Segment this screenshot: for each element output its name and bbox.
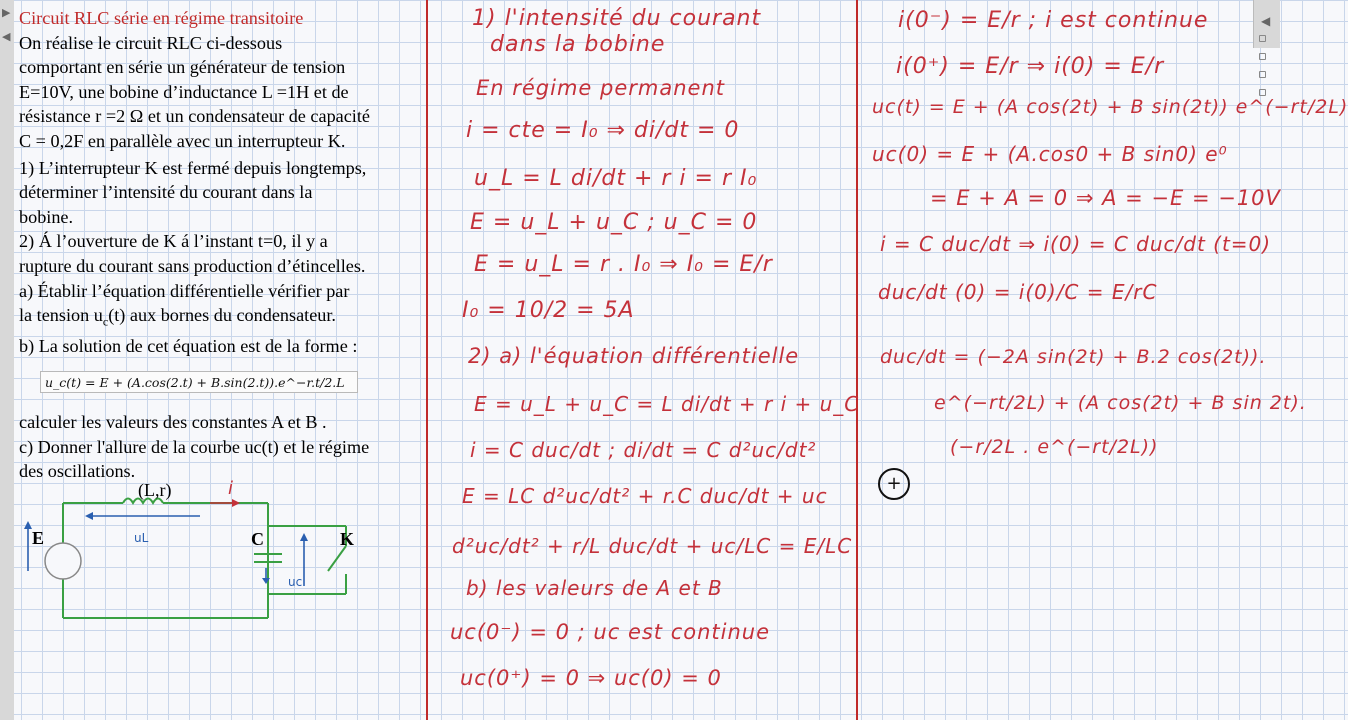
note-line: uc(0⁻) = 0 ; uc est continue — [450, 620, 771, 644]
note-line: E = u_L + u_C = L di/dt + r i + u_C — [474, 392, 860, 416]
question-2b: b) La solution de cet équation est de la forme : — [19, 336, 358, 357]
question-2a — [19, 303, 427, 334]
question-2: rupture du courant sans production d’étincelles. — [19, 255, 366, 276]
note-line: u_L = L di/dt + r i = r I₀ — [474, 166, 758, 191]
generator-symbol — [45, 543, 81, 579]
note-line: duc/dt (0) = i(0)/C = E/rC — [878, 280, 1158, 304]
problem-statement — [19, 6, 427, 359]
inductor-label: (L,r) — [138, 480, 172, 500]
question-1: bobine. — [19, 206, 74, 227]
note-line: E = u_L = r . I₀ ⇒ I₀ = E/r — [474, 252, 773, 277]
problem-continuation — [19, 410, 427, 484]
note-line: e^(−rt/2L) + (A cos(2t) + B sin 2t). — [934, 392, 1307, 414]
problem-title: Circuit RLC série en régime transitoire — [19, 8, 304, 28]
grid-tools-icon[interactable] — [1259, 30, 1273, 42]
collapse-arrow-icon[interactable]: ◀ — [1261, 14, 1271, 28]
question-text: (t) aux bornes du condensateur. — [108, 305, 336, 326]
question-2: 2) Á l’ouverture de K á l’instant t=0, il y a — [19, 231, 328, 252]
question-1: 1) L’interrupteur K est fermé depuis longtemps, — [19, 157, 367, 178]
question-text: la tension u — [19, 305, 103, 326]
note-line: = E + A = 0 ⇒ A = −E = −10V — [930, 186, 1281, 210]
note-line: d²uc/dt² + r/L duc/dt + uc/LC = E/LC — [452, 534, 853, 558]
problem-line: On réalise le circuit RLC ci-dessous — [19, 32, 283, 53]
page-margin-line — [856, 0, 858, 720]
question-2a: a) Établir l’équation différentielle vérifier par — [19, 280, 350, 301]
pen-cursor-icon: + — [878, 468, 910, 500]
note-line: i = C duc/dt ; di/dt = C d²uc/dt² — [470, 438, 817, 462]
note-line: i(0⁻) = E/r ; i est continue — [898, 8, 1209, 33]
problem-line: E=10V, une bobine d’inductance L =1H et de — [19, 81, 349, 102]
rlc-circuit-diagram — [18, 476, 368, 626]
note-line: 2) a) l'équation différentielle — [468, 344, 800, 368]
solution-equation: u_c(t) = E + (A.cos(2.t) + B.sin(2.t)).e^−r.t/2.L — [40, 371, 358, 393]
capacitor-label: C — [251, 529, 264, 549]
note-line: En régime permanent — [476, 76, 726, 100]
note-line: i = cte = I₀ ⇒ di/dt = 0 — [466, 118, 740, 143]
collapse-arrow-icon[interactable]: ◀ — [2, 30, 11, 43]
problem-line: C = 0,2F en parallèle avec un interrupteur K. — [19, 130, 346, 151]
right-toolbar — [1253, 0, 1280, 48]
note-line: 1) l'intensité du courant — [472, 6, 762, 31]
note-line: duc/dt = (−2A sin(2t) + B.2 cos(2t)). — [880, 346, 1267, 368]
note-line: i(0⁺) = E/r ⇒ i(0) = E/r — [896, 54, 1165, 79]
note-line: dans la bobine — [490, 32, 666, 57]
question-2c: des oscillations. — [19, 461, 136, 482]
question-2b: calculer les valeurs des constantes A et B . — [19, 412, 327, 432]
switch-label: K — [340, 529, 355, 549]
expand-arrow-icon[interactable]: ▶ — [2, 6, 11, 19]
question-1: déterminer l’intensité du courant dans la — [19, 182, 313, 203]
note-line: i = C duc/dt ⇒ i(0) = C duc/dt (t=0) — [880, 232, 1272, 256]
left-sidebar-strip — [0, 0, 14, 720]
voltage-uL-label: uL — [134, 531, 149, 545]
problem-line: résistance r =2 Ω et un condensateur de capacité — [19, 106, 370, 127]
current-label: i — [228, 478, 234, 499]
note-line: I₀ = 10/2 = 5A — [462, 298, 635, 323]
voltage-uc-label: uc — [288, 575, 303, 589]
question-2c: c) Donner l'allure de la courbe uc(t) et le régime — [19, 436, 370, 457]
subscript: c — [102, 314, 109, 329]
problem-line: comportant en série un générateur de tension — [19, 57, 346, 78]
note-line: b) les valeurs de A et B — [466, 576, 723, 600]
note-line: (−r/2L . e^(−rt/2L)) — [950, 436, 1159, 458]
note-line: E = u_L + u_C ; u_C = 0 — [470, 210, 758, 235]
note-line: uc(0⁺) = 0 ⇒ uc(0) = 0 — [460, 666, 722, 690]
note-line: uc(t) = E + (A cos(2t) + B sin(2t)) e^(−rt/2L) — [872, 96, 1348, 118]
note-line: E = LC d²uc/dt² + r.C duc/dt + uc — [462, 484, 828, 508]
note-line: uc(0) = E + (A.cos0 + B sin0) e⁰ — [872, 142, 1228, 166]
generator-label: E — [32, 528, 45, 548]
